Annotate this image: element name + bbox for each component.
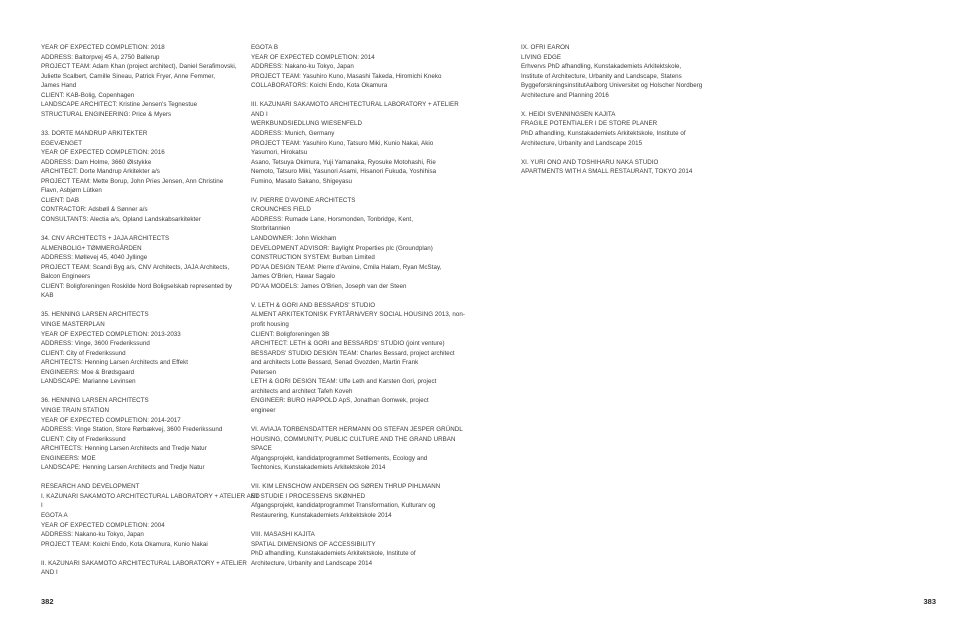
credit-line: ADDRESS: Nakano-ku Tokyo, Japan [41,531,144,539]
credit-line: ADDRESS: Vinge, 3600 Frederikssund [41,340,150,348]
credit-line: LETH & GORI DESIGN TEAM: Uffe Leth and Karsten Gori, project [251,378,437,386]
credit-line: I [41,502,43,510]
credit-line: FRAGILE POTENTIALER I DE STORE PLANER [521,120,658,128]
paragraph-gap [41,301,231,311]
credit-line: Restaurering, Kunstakademiets Arkitektskole 2014 [251,512,392,520]
credit-line: ARCHITECT: LETH & GORI and BESSARDS' STUDIO (joint venture) [251,340,445,348]
credit-line: PROJECT TEAM: Yasuhiro Kuno, Masashi Takeda, Hiromichi Kneko [251,72,442,80]
credit-line: Architecture, Urbanity and Landscape 2014 [251,559,373,567]
credit-line: James Hand [41,82,77,90]
credit-line: CONSTRUCTION SYSTEM: Burban Limited [251,254,375,262]
credit-line: CONSULTANTS: Alectia a/s, Opland Landskabsarkitekter [41,215,201,223]
paragraph-gap [41,549,231,559]
credits-column-middle [251,43,465,568]
credit-line: Yasumori, Hirokatsu [251,149,308,157]
credit-line: Petersen [251,368,277,376]
credit-line: 35. HENNING LARSEN ARCHITECTS [41,311,149,319]
paragraph-gap [41,224,231,234]
credit-line: ENGINEERS: Moe & Brødsgaard [41,368,135,376]
credit-line: Nemoto, Tatsuro Miki, Yasunori Asami, Hisanori Fukuda, Yoshihisa [251,168,437,176]
credit-line: Juliette Scalbert, Camille Sineau, Patrick Fryer, Anne Femmer, [41,72,216,80]
credit-line: Techtonics, Kunstakademiets Arkitektskole 2014 [251,464,386,472]
credit-line: STRUCTURAL ENGINEERING: Price & Myers [41,110,172,118]
credit-line: ET STUDIE I PROCESSENS SKØNHED [251,492,366,500]
credit-line: YEAR OF EXPECTED COMPLETION: 2014 [251,53,375,61]
credit-line: ARCHITECT: Dorte Mandrup Arkitekter a/s [41,168,160,176]
credit-line: profit housing [251,321,289,328]
credit-line: ByggeforskningsinstitutAalborg Universitet og Holscher Nordberg [521,82,703,90]
credit-line: Architecture, Urbanity and Landscape 2015 [521,139,643,147]
credit-line: and architects Lotte Bessard, Senad Gvozden, Martin Frank [251,359,419,367]
credit-line: YEAR OF EXPECTED COMPLETION: 2016 [41,149,165,157]
credit-line: YEAR OF EXPECTED COMPLETION: 2004 [41,521,165,529]
credit-line: HOUSING, COMMUNITY, PUBLIC CULTURE AND THE GRAND URBAN [251,435,456,443]
credit-line: Afgangsprojekt, kandidatprogrammet Settlements, Ecology and [251,454,428,462]
credit-line: VII. KIM LENSCHOW ANDERSEN OG SØREN THRUP PIHLMANN [251,483,441,491]
credit-line: Asano, Tetsuya Okimura, Yuji Yamanaka, Ryosuke Motohashi, Rie [251,158,436,166]
credit-line: PROJECT TEAM: Adam Khan (project architect), Daniel Serafimovski, [41,63,237,71]
credit-line: ADDRESS: Rumade Lane, Horsmonden, Tonbridge, Kent, [251,215,413,223]
credit-line: LIVING EDGE [521,53,562,61]
credit-line: IV. PIERRE D'AVOINE ARCHITECTS [251,196,356,204]
credit-line: engineer [251,406,276,414]
credit-line: Storbritannien [251,225,291,233]
credit-line: ADDRESS: Munich, Germany [251,129,335,137]
credit-line: 33. DORTE MANDRUP ARKITEKTER [41,129,148,137]
page-number-right: 383 [923,597,936,606]
credit-line: IX. OFRI EARON [521,44,570,51]
credit-line: EGOTA A [41,512,68,520]
credit-line: ADDRESS: Dam Holme, 3660 Ølstykke [41,158,152,166]
credit-line: 36. HENNING LARSEN ARCHITECTS [41,397,149,405]
credit-line: CROUNCHES FIELD [251,206,311,214]
credit-line: YEAR OF EXPECTED COMPLETION: 2018 [41,44,165,51]
credit-line: KAB [41,292,54,300]
paragraph-gap [41,387,231,397]
page-number-left: 382 [41,597,54,606]
credit-line: PD'AA DESIGN TEAM: Pierre d'Avoine, Cmila Halam, Ryan McStay, [251,263,442,271]
paragraph-gap [41,473,231,483]
credit-line: I. KAZUNARI SAKAMOTO ARCHITECTURAL LABORATORY + ATELIER AND [41,492,260,500]
credit-line: LANDSCAPE: Marianne Levinsen [41,378,136,386]
credit-line: V. LETH & GORI AND BESSARDS' STUDIO [251,301,376,309]
paragraph-gap [521,100,711,110]
credit-line: James O'Brien, Hawar Sagalo [251,273,336,281]
credit-line: ENGINEER: BURO HAPPOLD ApS, Jonathan Gomwek, project [251,397,429,405]
credit-line: APARTMENTS WITH A SMALL RESTAURANT, TOKYO 2014 [521,168,693,176]
credit-line: WERKBUNDSIEDLUNG WIESENFELD [251,120,363,128]
credit-line: LANDSCAPE ARCHITECT: Kristine Jensen's Tegnestue [41,101,198,109]
credit-line: ALMENBOLIG+ TØMMERGÅRDEN [41,244,142,252]
credit-line: Flavn, Asbjørn Lütken [41,187,102,195]
credit-line: YEAR OF EXPECTED COMPLETION: 2013-2033 [41,330,181,338]
credit-line: CLIENT: City of Frederikssund [41,435,126,443]
credit-line: PROJECT TEAM: Yasuhiro Kuno, Tatsuro Miki, Kunio Nakai, Akio [251,139,434,147]
credit-line: 34. CNV ARCHITECTS + JAJA ARCHITECTS [41,235,170,243]
credit-line: PROJECT TEAM: Scandi Byg a/s, CNV Architects, JAJA Architects, [41,263,230,271]
credit-line: PROJECT TEAM: Mette Borup, John Pries Jensen, Ann Christine [41,177,224,185]
credit-line: VINGE MASTERPLAN [41,321,105,328]
credit-line: AND I [41,569,58,577]
credit-line: architects and architect Tafeh Koveh [251,387,353,395]
credit-line: Architecture and Planning 2016 [521,91,609,99]
credit-line: EGOTA B [251,44,279,51]
paragraph-gap [251,415,441,425]
paragraph-gap [251,186,441,196]
credit-line: PROJECT TEAM: Koichi Endo, Kota Okamura, Kunio Nakai [41,540,208,548]
credit-line: III. KAZUNARI SAKAMOTO ARCHITECTURAL LABORATORY + ATELIER [251,101,459,109]
credit-line: CLIENT: DAB [41,196,80,204]
credit-line: CLIENT: City of Frederikssund [41,349,126,357]
credit-line: LANDOWNER: John Wickham [251,235,337,243]
paragraph-gap [251,291,441,301]
credit-line: VINGE TRAIN STATION [41,406,109,414]
credit-line: PD'AA MODELS: James O'Brien, Joseph van der Steen [251,282,407,290]
paragraph-gap [521,148,711,158]
credit-line: ADDRESS: Møllevej 45, 4040 Jyllinge [41,254,148,262]
credit-line: ALMENT ARKITEKTONISK FYRTÅRN/VERY SOCIAL HOUSING 2013, non- [251,311,465,319]
credit-line: ADDRESS: Nakano-ku Tokyo, Japan [251,63,354,71]
credit-line: CLIENT: KAB-Bolig, Copenhagen [41,91,135,99]
paragraph-gap [251,473,441,483]
credit-line: AND I [251,110,268,118]
credit-line: YEAR OF EXPECTED COMPLETION: 2014-2017 [41,416,181,424]
credit-line: II. KAZUNARI SAKAMOTO ARCHITECTURAL LABORATORY + ATELIER [41,559,247,567]
credit-line: LANDSCAPE: Henning Larsen Architects and Tredje Natur [41,464,205,472]
credit-line: SPACE [251,445,272,453]
credit-line: DEVELOPMENT ADVISOR: Baylight Properties plc (Groundplan) [251,244,433,252]
credit-line: Erhvervs PhD afhandling, Kunstakademiets Arkitektskole, [521,63,682,71]
paragraph-gap [251,521,441,531]
credit-line: VI. AVIAJA TORBENSDATTER HERMANN OG STEFAN JESPER GRÜNDL [251,426,463,434]
credit-line: ENGINEERS: MOE [41,454,96,462]
credit-line: ARCHITECTS: Henning Larsen Architects and Effekt [41,359,189,367]
credit-line: SPATIAL DIMENSIONS OF ACCESSIBILITY [251,540,376,548]
credit-line: ADDRESS: Vinge Station, Store Rørbækvej, 3600 Frederikssund [41,426,223,434]
credit-line: Afgangsprojekt, kandidatprogrammet Transformation, Kulturarv og [251,502,436,510]
credit-line: Fumino, Masato Sakano, Shigeyasu [251,177,352,185]
credit-line: CLIENT: Boligforeningen 3B [251,330,330,338]
credit-line: VIII. MASASHI KAJITA [251,531,315,539]
credit-line: RESEARCH AND DEVELOPMENT [41,483,140,491]
credit-line: ADDRESS: Baltorpvej 45 A, 2750 Ballerup [41,53,160,61]
credit-line: EGEVÆNGET [41,139,83,147]
credit-line: CONTRACTOR: Adsbøll & Sønner a/s [41,206,148,214]
credit-line: Balcon Engineers [41,273,91,281]
credit-line: PhD afhandling, Kunstakademiets Arkitektskole, Institute of [251,550,416,558]
credit-line: BESSARDS' STUDIO DESIGN TEAM: Charles Bessard, project architect [251,349,455,357]
credits-column-left [41,43,260,578]
credit-line: PhD afhandling, Kunstakademiets Arkitektskole, Institute of [521,129,686,137]
credit-line: XI. YURI ONO AND TOSHIHARU NAKA STUDIO [521,158,659,166]
credit-line: Institute of Architecture, Urbanity and Landscape, Statens [521,72,682,80]
credits-column-right [521,43,711,177]
credit-line: COLLABORATORS: Koichi Endo, Kota Okamura [251,82,388,90]
credit-line: X. HEIDI SVENNINGSEN KAJITA [521,110,616,118]
credit-line: CLIENT: Boligforeningen Roskilde Nord Boligselskab represented by [41,282,233,290]
paragraph-gap [251,91,441,101]
credit-line: ARCHITECTS: Henning Larsen Architects and Tredje Natur [41,445,207,453]
paragraph-gap [41,119,231,129]
